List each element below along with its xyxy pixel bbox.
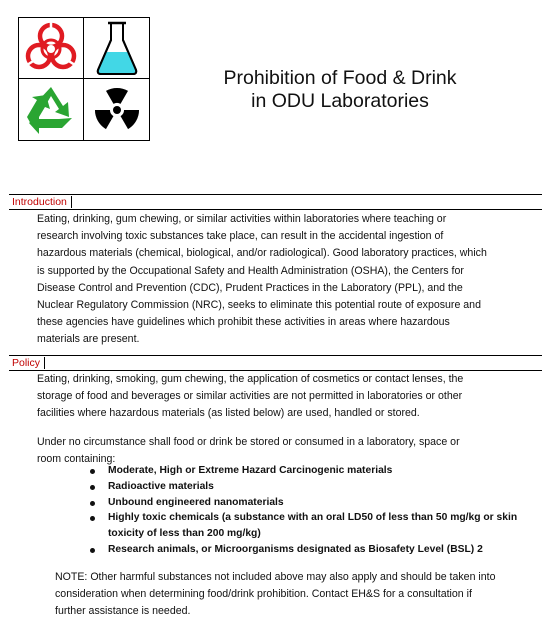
text-line: Eating, drinking, smoking, gum chewing, the application of cosmetics or contact lenses, the bbox=[37, 373, 464, 385]
recycle-icon bbox=[24, 84, 78, 136]
introduction-section-header bbox=[9, 194, 542, 210]
biohazard-icon bbox=[23, 21, 79, 75]
note-paragraph bbox=[55, 569, 515, 620]
list-item: Research animals, or Microorganisms designated as Biosafety Level (BSL) 2 bbox=[90, 542, 520, 558]
text-line: is supported by the Occupational Safety and Health Administration (OSHA), the Centers for bbox=[37, 264, 464, 277]
text-line: Disease Control and Prevention (CDC), Prudent Practices in the Laboratory (PPL), and the bbox=[37, 281, 463, 294]
text-line: Under no circumstance shall food or drink be stored or consumed in a laboratory, space or bbox=[37, 436, 460, 448]
flask-icon bbox=[95, 20, 139, 76]
text-line: Nuclear Regulatory Commission (NRC), seeks to eliminate this potential route of exposure and bbox=[37, 299, 481, 312]
list-item: Unbound engineered nanomaterials bbox=[90, 495, 520, 511]
hazard-logo bbox=[18, 17, 150, 141]
text-line: storage of food and beverages or similar activities are not permitted in laboratories or other bbox=[37, 390, 463, 403]
list-item: Highly toxic chemicals (a substance with an oral LD50 of less than 50 mg/kg or skin toxicity of less than 200 mg/kg) bbox=[90, 510, 520, 542]
prohibited-materials-list bbox=[90, 463, 520, 558]
radiation-icon bbox=[92, 85, 142, 135]
text-line: hazardous materials (chemical, biological, and/or radiological). Good laboratory practices, which bbox=[37, 247, 487, 260]
text-line: room containing: bbox=[37, 453, 116, 466]
text-line: research involving toxic substances take place, can result in the accidental ingestion of bbox=[37, 230, 444, 243]
list-item: Moderate, High or Extreme Hazard Carcinogenic materials bbox=[90, 463, 520, 479]
biohazard-cell bbox=[19, 18, 84, 79]
text-line: Eating, drinking, gum chewing, or similar activities within laboratories where teaching or bbox=[37, 213, 447, 225]
list-item: Radioactive materials bbox=[90, 479, 520, 495]
flask-cell bbox=[84, 18, 149, 79]
text-line: further assistance is needed. bbox=[55, 605, 191, 617]
page-title bbox=[180, 67, 500, 113]
policy-section-header bbox=[9, 355, 542, 371]
text-line: facilities where hazardous materials (as listed below) are used, handled or stored. bbox=[37, 407, 420, 420]
text-line: materials are present. bbox=[37, 333, 140, 346]
section-heading: Policy bbox=[9, 357, 45, 369]
text-line: NOTE: Other harmful substances not included above may also apply and should be taken into bbox=[55, 571, 496, 583]
title-line: in ODU Laboratories bbox=[251, 90, 429, 112]
section-heading: Introduction bbox=[9, 196, 72, 208]
radiation-cell bbox=[84, 79, 149, 140]
policy-paragraph bbox=[37, 371, 507, 423]
text-line: consideration when determining food/drink prohibition. Contact EH&S for a consultation if bbox=[55, 588, 472, 600]
title-line: Prohibition of Food & Drink bbox=[223, 67, 457, 89]
recycle-cell bbox=[19, 79, 84, 140]
introduction-paragraph bbox=[37, 211, 507, 349]
text-line: these agencies have guidelines which prohibit these activities in areas where hazardous bbox=[37, 316, 450, 329]
